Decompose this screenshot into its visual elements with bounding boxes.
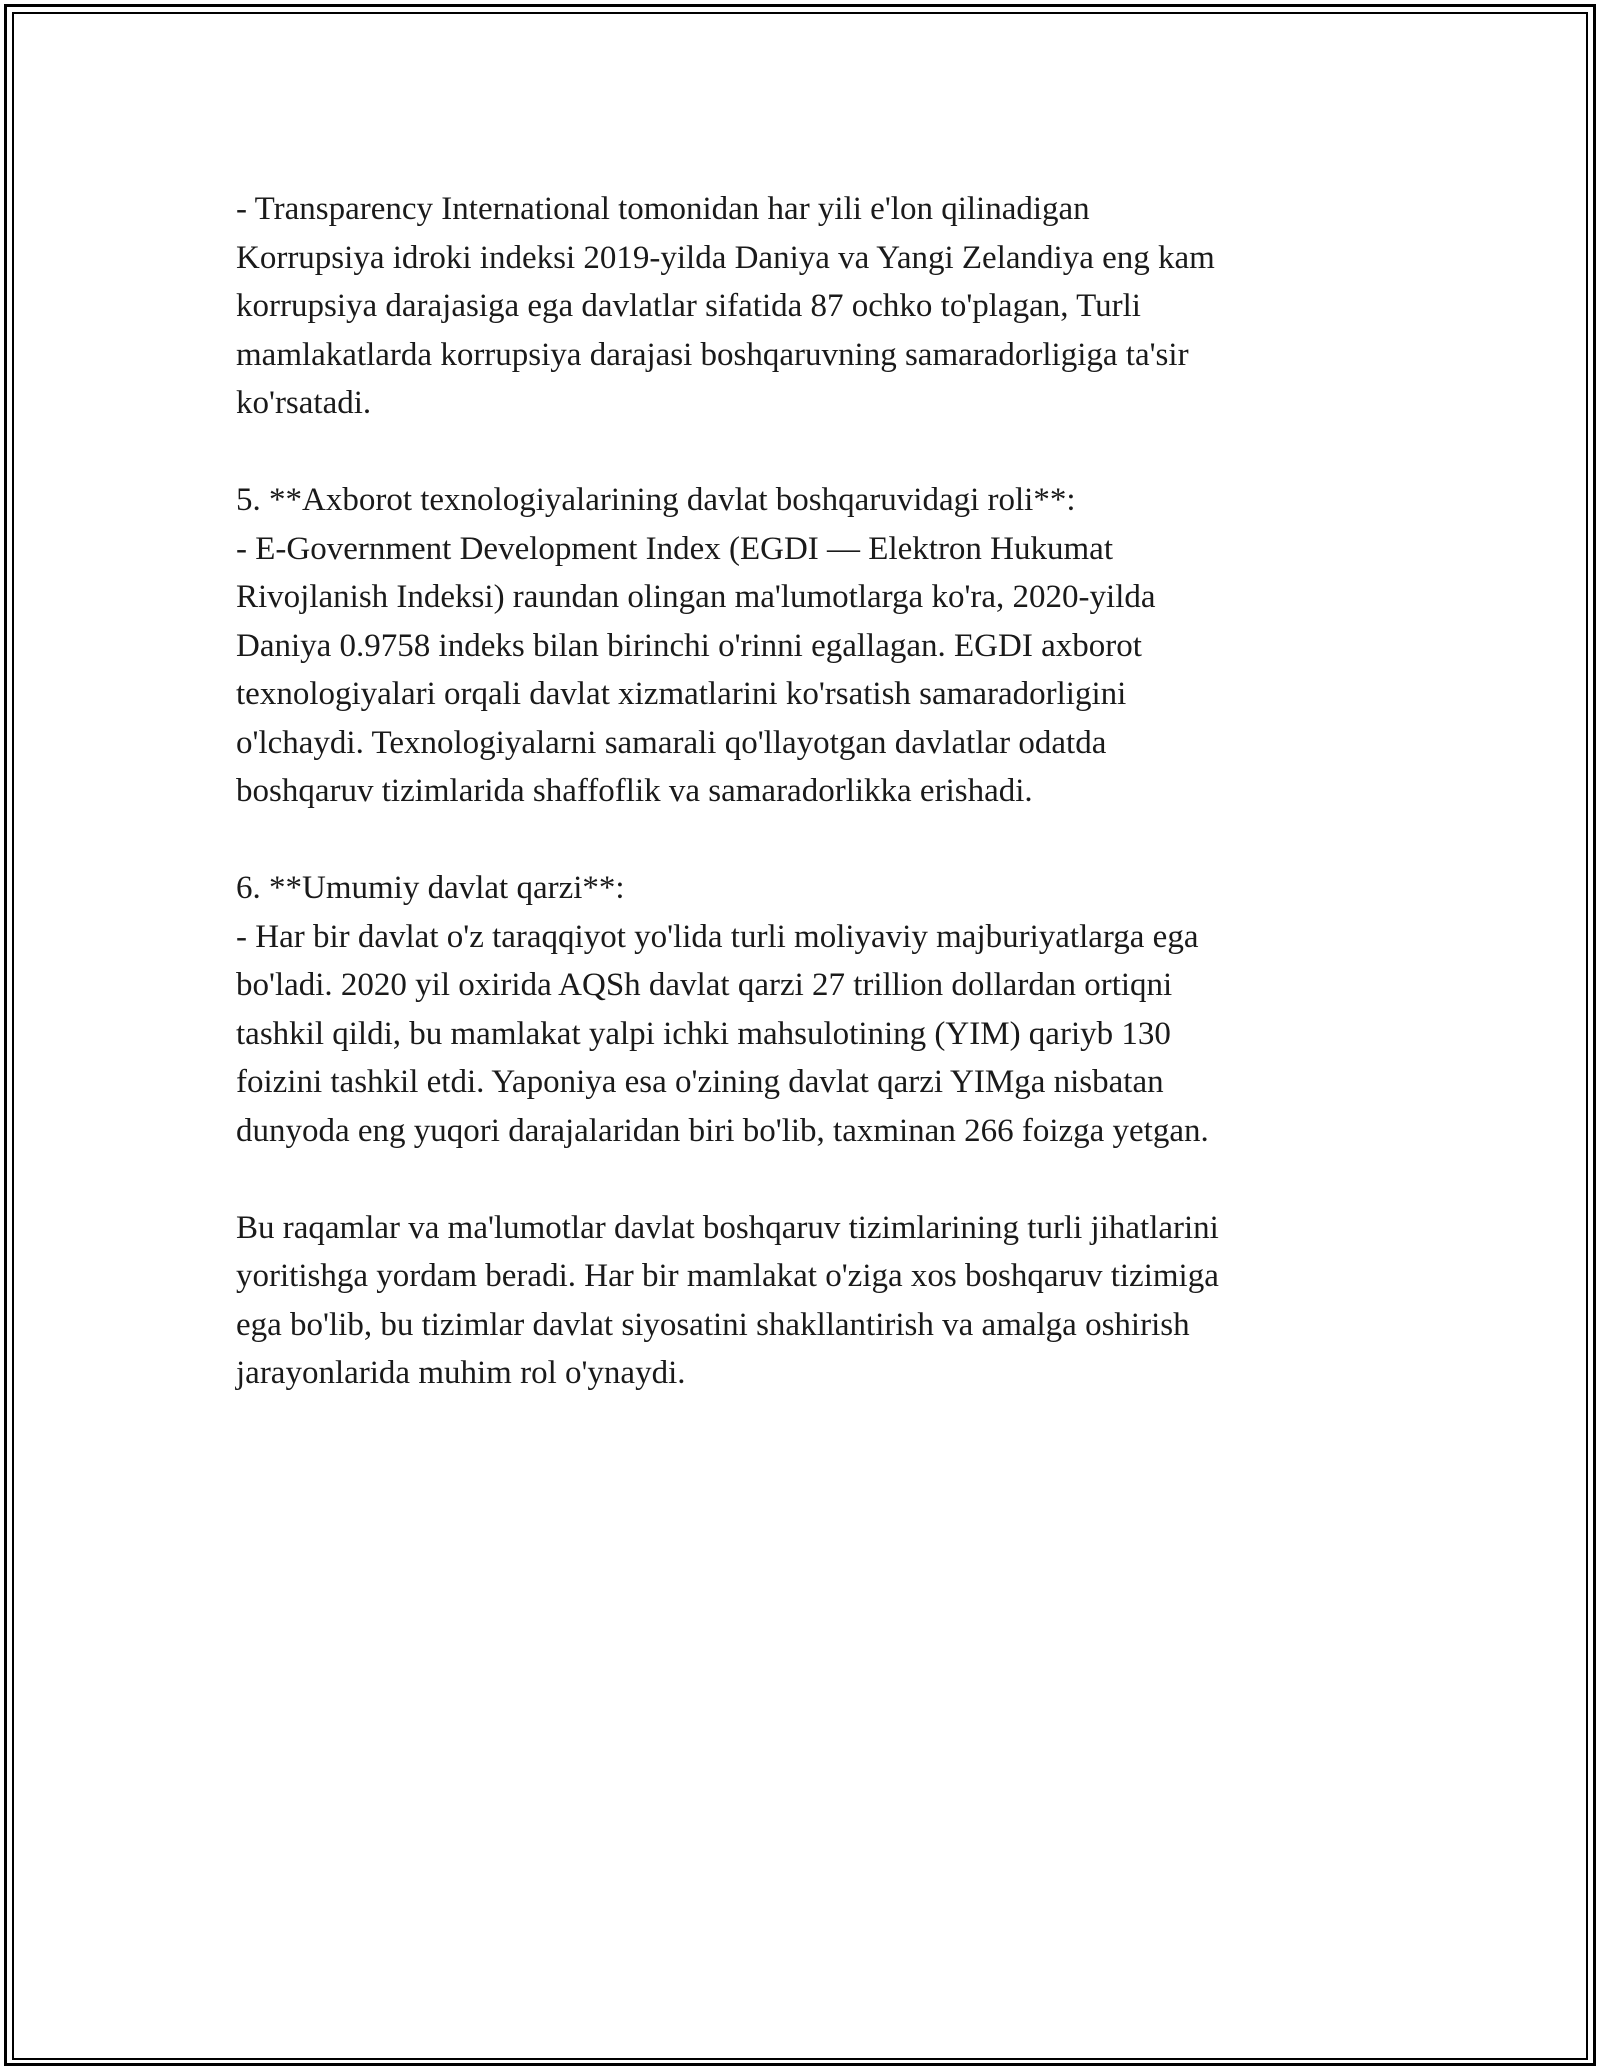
document-body xyxy=(236,185,1366,1398)
paragraph-conclusion: Bu raqamlar va ma'lumotlar davlat boshqaruv tizimlarining turli jihatlarini yoritishga yordam beradi. Har bir mamlakat o'ziga xos boshqaruv tizimiga ega bo'lib, bu tizimlar davlat siyosatini shakllantirish va amalga oshirish jarayonlarida muhim rol o'ynaydi. xyxy=(236,1209,1219,1391)
paragraph-spacer xyxy=(236,428,1366,477)
paragraph-public-debt: 6. **Umumiy davlat qarzi**: - Har bir davlat o'z taraqqiyot yo'lida turli moliyaviy majburiyatlarga ega bo'ladi. 2020 yil oxirida AQSh davlat qarzi 27 trillion dollardan ortiqni tashkil qildi, bu mamlakat yalpi ichki mahsulotining (YIM) qariyb 130 foizini tashkil etdi. Yaponiya esa o'zining davlat qarzi YIMga nisbatan dunyoda eng yuqori darajalaridan biri bo'lib, taxminan 266 foizga yetgan. xyxy=(236,870,1209,1149)
paragraph-corruption-index: - Transparency International tomonidan har yili e'lon qilinadigan Korrupsiya idroki indeksi 2019-yilda Daniya va Yangi Zelandiya eng kam korrupsiya darajasiga ega davlatlar sifatida 87 ochko to'plagan, Turli mamlakatlarda korrupsiya darajasi boshqaruvning samaradorligiga ta'sir ko'rsatadi. xyxy=(236,191,1215,421)
paragraph-spacer xyxy=(236,1155,1366,1204)
paragraph-it-role: 5. **Axborot texnologiyalarining davlat boshqaruvidagi roli**: - E-Government Development Index (EGDI — Elektron Hukumat Rivojlanish Indeksi) raundan olingan ma'lumotlarga ko'ra, 2020-yilda Daniya 0.9758 indeks bilan birinchi o'rinni egallagan. EGDI axborot texnologiyalari orqali davlat xizmatlarini ko'rsatish samaradorligini o'lchaydi. Texnologiyalarni samarali qo'llayotgan davlatlar odatda boshqaruv tizimlarida shaffoflik va samaradorlikka erishadi. xyxy=(236,482,1156,809)
paragraph-spacer xyxy=(236,816,1366,865)
